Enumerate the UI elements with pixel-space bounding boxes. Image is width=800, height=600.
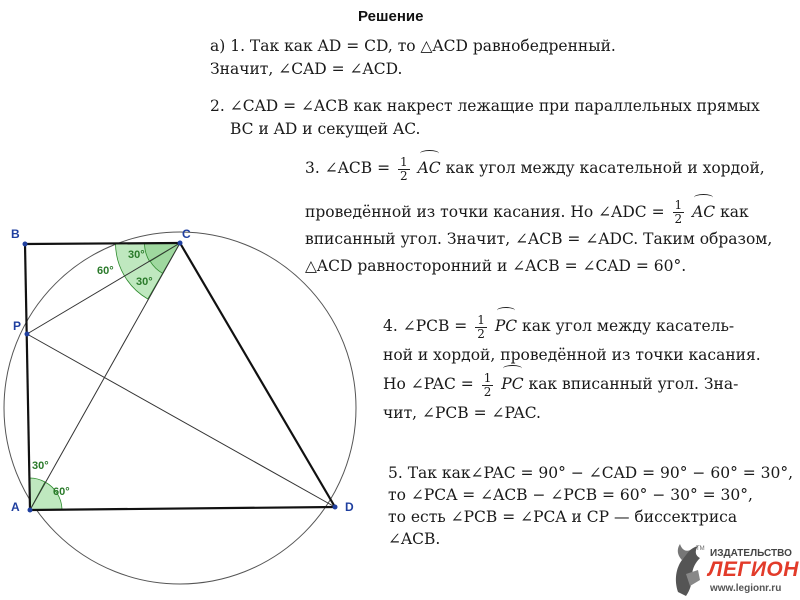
point-b xyxy=(23,242,28,247)
step-3-line1: 3. ∠ACB = $\frac{1}{2}$ AC как угол между касательной и хордой, xyxy=(305,154,765,183)
arc-pc: PC xyxy=(495,312,517,341)
step-4-line4: чит, ∠PCB = ∠PAC. xyxy=(383,404,541,422)
circumscribed-circle xyxy=(4,232,356,584)
segment-pd xyxy=(27,334,335,507)
angle-label-a-right: 60° xyxy=(53,486,70,498)
segment-pc xyxy=(27,243,180,334)
step-5-line4: ∠ACB. xyxy=(388,530,441,548)
arc-ac: AC xyxy=(418,155,441,182)
angle-label-c-top: 30° xyxy=(128,249,145,261)
fraction: $\frac{1}{2}$ xyxy=(674,198,683,226)
step-4-line1: 4. ∠PCB = $\frac{1}{2}$ PC как угол между касатель- xyxy=(383,312,735,341)
fraction: $\frac{1}{2}$ xyxy=(477,312,485,341)
step-a-line1: а) 1. Так как AD = CD, то △ACD равнобедренный. xyxy=(210,37,616,55)
page-title: Решение xyxy=(358,8,424,25)
segment-cd xyxy=(180,243,335,507)
step-a xyxy=(210,35,616,81)
label-c: C xyxy=(182,227,191,241)
fraction: $\frac{1}{2}$ xyxy=(483,370,492,399)
point-a xyxy=(28,508,33,513)
angle-label-c-left: 60° xyxy=(97,265,114,277)
logo-brand-main: ЛЕГИОН xyxy=(708,558,799,581)
step-5-line2: то ∠PCA = ∠ACB − ∠PCB = 60° − 30° = 30°, xyxy=(388,486,753,504)
step-3-line2: проведённой из точки касания. Но ∠ADC = $\frac{1}{2}$ AC как xyxy=(305,198,749,226)
label-d: D xyxy=(345,500,354,514)
fraction: $\frac{1}{2}$ xyxy=(400,154,408,183)
arc-ac: AC xyxy=(692,199,715,226)
step-5 xyxy=(388,462,793,550)
label-p: P xyxy=(13,319,22,333)
step-5-line3: то есть ∠PCB = ∠PCA и CP — биссектриса xyxy=(388,508,738,526)
step-a-line2: Значит, ∠CAD = ∠ACD. xyxy=(210,60,403,78)
step-3 xyxy=(305,155,772,280)
step-4 xyxy=(383,312,761,428)
segment-ad xyxy=(30,507,335,510)
logo-brand-top: ИЗДАТЕЛЬСТВО xyxy=(710,548,792,559)
trademark-mark: TM xyxy=(696,546,705,552)
step-2-line1: 2. ∠CAD = ∠ACB как накрест лежащие при параллельных прямых xyxy=(210,97,760,115)
point-d xyxy=(333,505,338,510)
arc-pc: PC xyxy=(501,370,523,399)
segment-bc xyxy=(25,243,180,244)
step-4-line3: Но ∠PAC = $\frac{1}{2}$ PC как вписанный угол. Зна- xyxy=(383,370,739,399)
step-4-line2: ной и хордой, проведённой из точки касания. xyxy=(383,346,761,364)
angle-label-a-top: 30° xyxy=(32,460,49,472)
logo-url: www.legionr.ru xyxy=(710,583,782,594)
point-c xyxy=(178,241,183,246)
step-5-line1: 5. Так как∠PAC = 90° − ∠CAD = 90° − 60° = 30°, xyxy=(388,464,794,482)
segment-ac xyxy=(30,243,180,510)
label-a: A xyxy=(11,500,20,514)
label-b: B xyxy=(11,227,20,241)
step-2-line2: BC и AD и секущей AC. xyxy=(230,120,421,138)
point-p xyxy=(25,332,30,337)
step-3-line4: △ACD равносторонний и ∠ACB = ∠CAD = 60°. xyxy=(305,257,687,275)
segment-ba xyxy=(25,244,30,510)
step-2 xyxy=(210,95,760,141)
step-3-line3: вписанный угол. Значит, ∠ACB = ∠ADC. Таким образом, xyxy=(305,230,773,248)
publisher-logo xyxy=(668,540,798,598)
angle-label-c-bottom: 30° xyxy=(136,276,153,288)
